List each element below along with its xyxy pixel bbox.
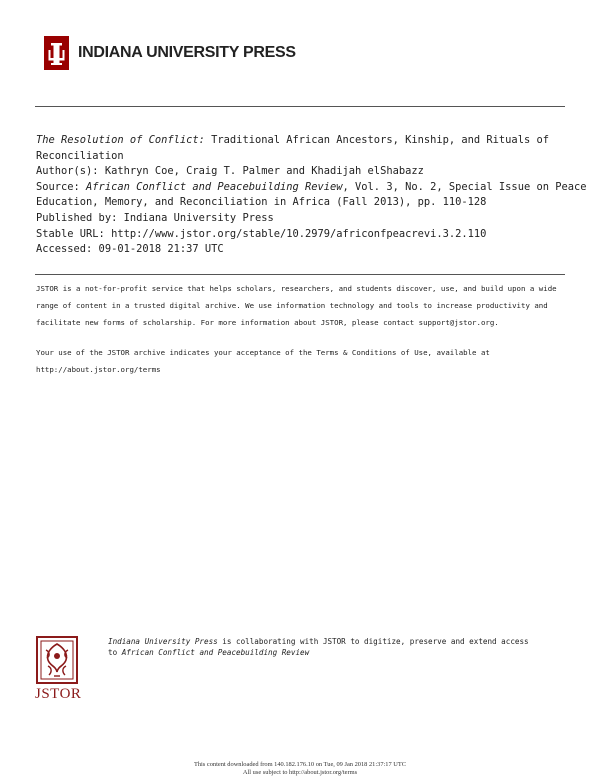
source-continued: Education, Memory, and Reconciliation in Africa (Fall 2013), pp. 110-128 [36,196,487,209]
header-divider [35,106,565,107]
citation-block [36,133,587,258]
download-footer: This content downloaded from 140.182.176.10 on Tue, 09 Jan 2018 21:37:17 UTC All use subject to http://about.jstor.org/terms [0,761,600,777]
stable-url-link[interactable]: Stable URL: http://www.jstor.org/stable/10.2979/africonfpeacrevi.3.2.110 [36,227,487,240]
jstor-notice: JSTOR is a not-for-profit service that helps scholars, researchers, and students discover, use, and build upon a wide range of content in a trusted digital archive. We use information technology and tools to increase productivity and facilitate new forms of scholarship. For more information about JSTOR, please contact support@jstor.org. [36,280,564,331]
publisher-name: INDIANA UNIVERSITY PRESS [78,44,296,61]
source: Source: African Conflict and Peacebuilding Review, Vol. 3, No. 2, Special Issue on Peace [36,180,587,193]
article-title: The Resolution of Conflict: Traditional African Ancestors, Kinship, and Rituals of [36,134,549,146]
jstor-seal-icon [36,636,78,684]
article-title-continued: Reconciliation [36,149,124,162]
iu-trident-icon [44,36,69,70]
accessed-date: Accessed: 09-01-2018 21:37 UTC [36,243,224,256]
jstor-wordmark: JSTOR [35,686,82,702]
support-email-link[interactable]: facilitate new forms of scholarship. For more information about JSTOR, please contact support@jstor.org. [36,318,499,327]
collaboration-statement: Indiana University Press is collaborating with JSTOR to digitize, preserve and extend access to African Conflict and Peacebuilding Review [108,637,529,657]
published-by: Published by: Indiana University Press [36,211,274,224]
authors: Author(s): Kathryn Coe, Craig T. Palmer and Khadijah elShabazz [36,165,424,178]
terms-notice: Your use of the JSTOR archive indicates your acceptance of the Terms & Conditions of Use, available at http://about.jstor.org/terms [36,344,564,378]
footer-terms-link[interactable]: All use subject to http://about.jstor.org/terms [242,769,358,776]
citation-divider [35,274,565,275]
terms-link[interactable]: http://about.jstor.org/terms [36,365,161,374]
